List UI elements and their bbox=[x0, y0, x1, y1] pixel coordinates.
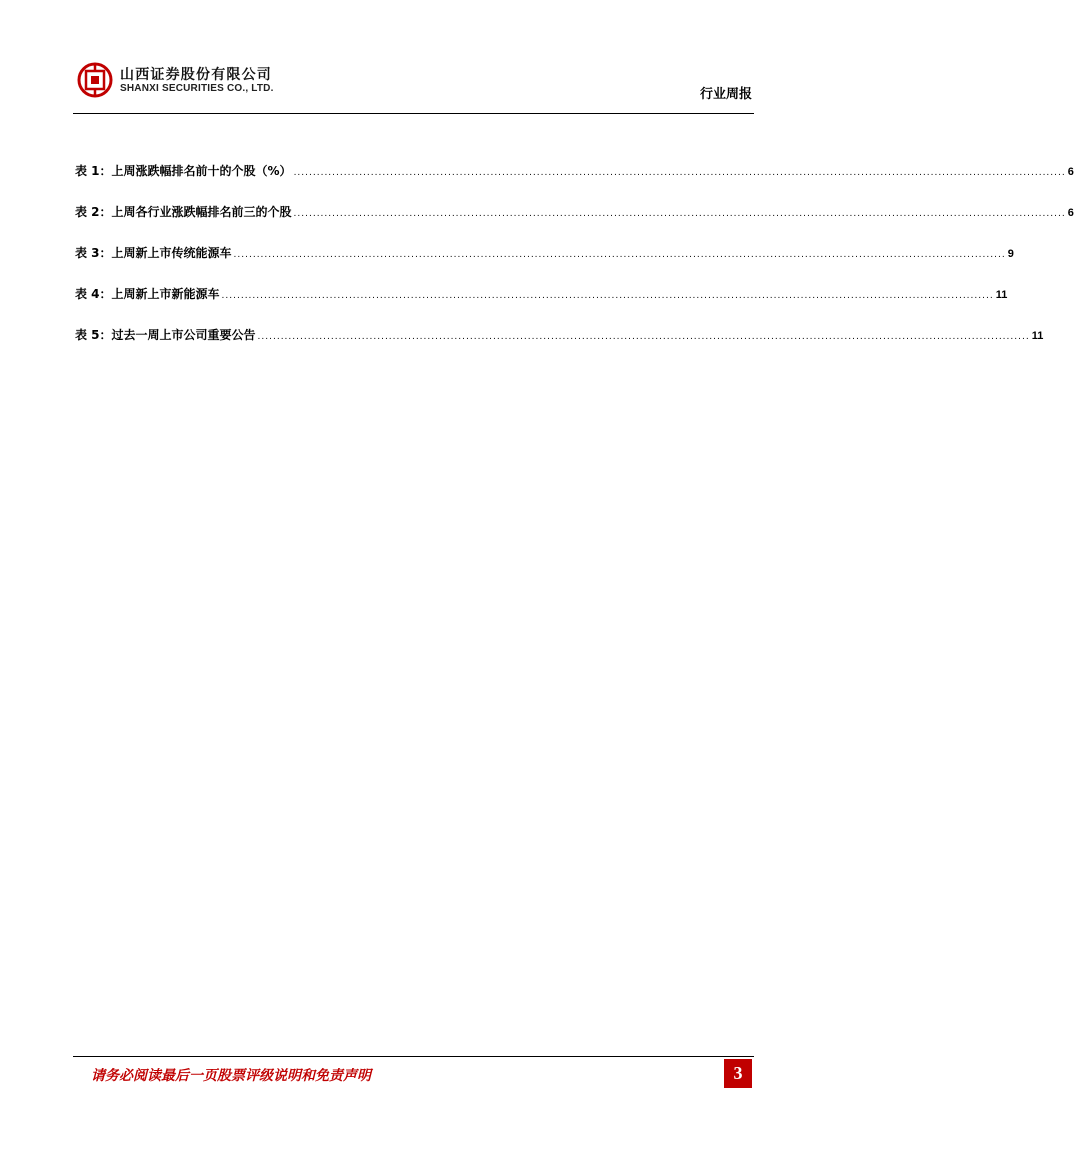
toc-leader-dots: ........................................................................................................................................................................................................ bbox=[221, 291, 994, 301]
page-header bbox=[73, 58, 754, 114]
toc-entry-page: 9 bbox=[1007, 248, 1014, 260]
toc-entry-page: 11 bbox=[1031, 330, 1044, 342]
toc-entry-label: 表 3：上周新上市传统能源车 bbox=[75, 246, 232, 260]
toc-entry-label: 表 5：过去一周上市公司重要公告 bbox=[75, 328, 256, 342]
toc-entry-page: 6 bbox=[1067, 207, 1074, 219]
toc-entry-3[interactable] bbox=[75, 244, 1014, 285]
toc-leader-dots: ........................................................................................................................................................................................................ bbox=[293, 209, 1066, 219]
report-type-label: 行业周报 bbox=[699, 87, 752, 102]
toc-entry-2[interactable] bbox=[75, 203, 1074, 244]
toc-entry-label: 表 1：上周涨跌幅排名前十的个股（%） bbox=[75, 164, 292, 178]
shanxi-securities-logo-icon bbox=[77, 62, 113, 98]
toc-entry-page: 11 bbox=[995, 289, 1008, 301]
page-number-badge: 3 bbox=[724, 1059, 752, 1088]
toc-entry-label: 表 4：上周新上市新能源车 bbox=[75, 287, 220, 301]
toc-entry-page: 6 bbox=[1067, 166, 1074, 178]
toc-entry-4[interactable] bbox=[75, 285, 1008, 326]
page-footer bbox=[73, 1056, 754, 1091]
disclaimer-text: 请务必阅读最后一页股票评级说明和免责声明 bbox=[91, 1068, 371, 1084]
toc-leader-dots: ........................................................................................................................................................................................................ bbox=[233, 250, 1006, 260]
company-name-cn: 山西证券股份有限公司 bbox=[120, 67, 272, 83]
toc-leader-dots: ........................................................................................................................................................................................................ bbox=[257, 332, 1030, 342]
toc-entry-1[interactable] bbox=[75, 162, 1074, 203]
toc-entry-5[interactable] bbox=[75, 326, 1044, 367]
toc-leader-dots: ........................................................................................................................................................................................................ bbox=[293, 168, 1066, 178]
toc-entry-label: 表 2：上周各行业涨跌幅排名前三的个股 bbox=[75, 205, 292, 219]
table-of-contents bbox=[75, 162, 1074, 367]
company-name-en: SHANXI SECURITIES CO., LTD. bbox=[120, 83, 274, 94]
